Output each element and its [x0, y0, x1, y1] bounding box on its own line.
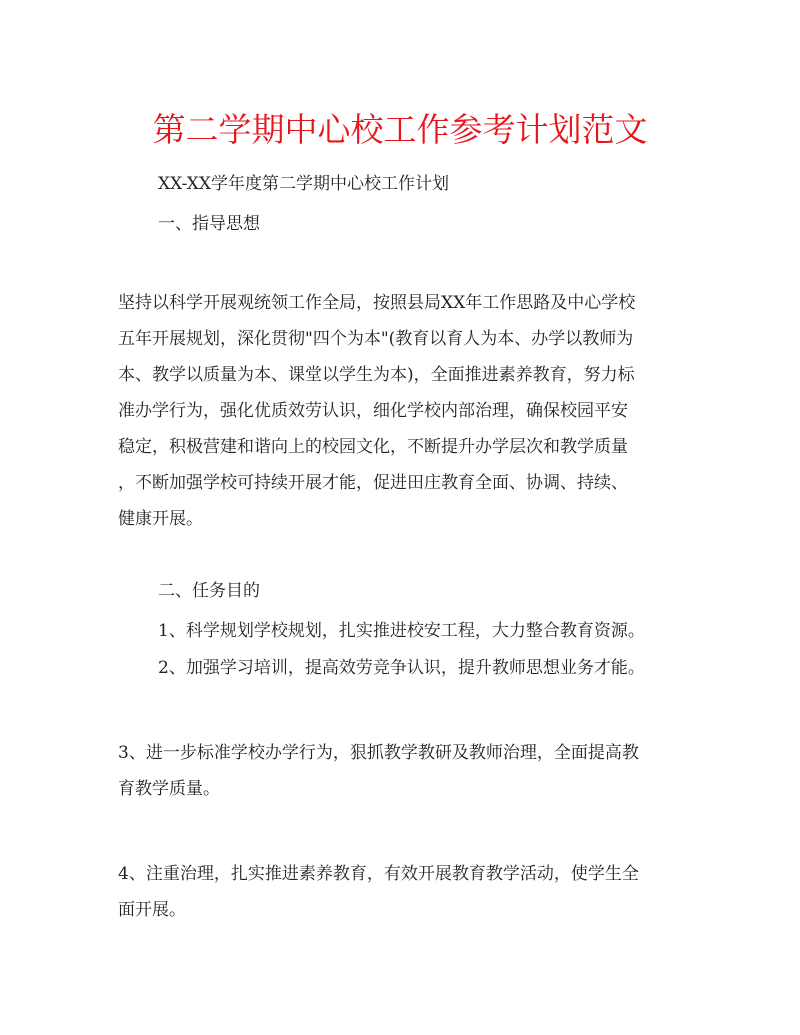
list-item-2: 2、加强学习培训，提高效劳竞争认识，提升教师思想业务才能。 — [158, 658, 645, 678]
section1-heading: 一、指导思想 — [158, 214, 260, 234]
list-item-1: 1、科学规划学校规划，扎实推进校安工程，大力整合教育资源。 — [158, 621, 645, 641]
paragraph-line: 3、进一步标准学校办学行为，狠抓教学教研及教师治理，全面提高教 — [118, 743, 639, 763]
paragraph-line: 稳定，积极营建和谐向上的校园文化，不断提升办学层次和教学质量 — [118, 437, 628, 457]
paragraph-line: 健康开展。 — [118, 509, 203, 529]
document-title: 第二学期中心校工作参考计划范文 — [152, 110, 648, 149]
section1-paragraph — [118, 285, 688, 537]
document-subtitle: XX-XX学年度第二学期中心校工作计划 — [158, 174, 449, 194]
paragraph-line: 4、注重治理，扎实推进素养教育，有效开展教育教学活动，使学生全 — [118, 864, 639, 884]
paragraph-line: 五年开展规划，深化贯彻"四个为本"(教育以育人为本、办学以教师为 — [118, 329, 634, 349]
paragraph-line: 育教学质量。 — [118, 779, 220, 799]
paragraph-line: ，不断加强学校可持续开展才能，促进田庄教育全面、协调、持续、 — [118, 473, 628, 493]
paragraph-line: 本、教学以质量为本、课堂以学生为本)，全面推进素养教育，努力标 — [118, 365, 635, 385]
list-item-3 — [118, 735, 688, 807]
paragraph-line: 坚持以科学开展观统领工作全局，按照县局XX年工作思路及中心学校 — [118, 293, 636, 313]
paragraph-line: 面开展。 — [118, 900, 186, 920]
list-item-4 — [118, 856, 688, 928]
section2-heading: 二、任务目的 — [158, 581, 260, 601]
paragraph-line: 准办学行为，强化优质效劳认识，细化学校内部治理，确保校园平安 — [118, 401, 628, 421]
